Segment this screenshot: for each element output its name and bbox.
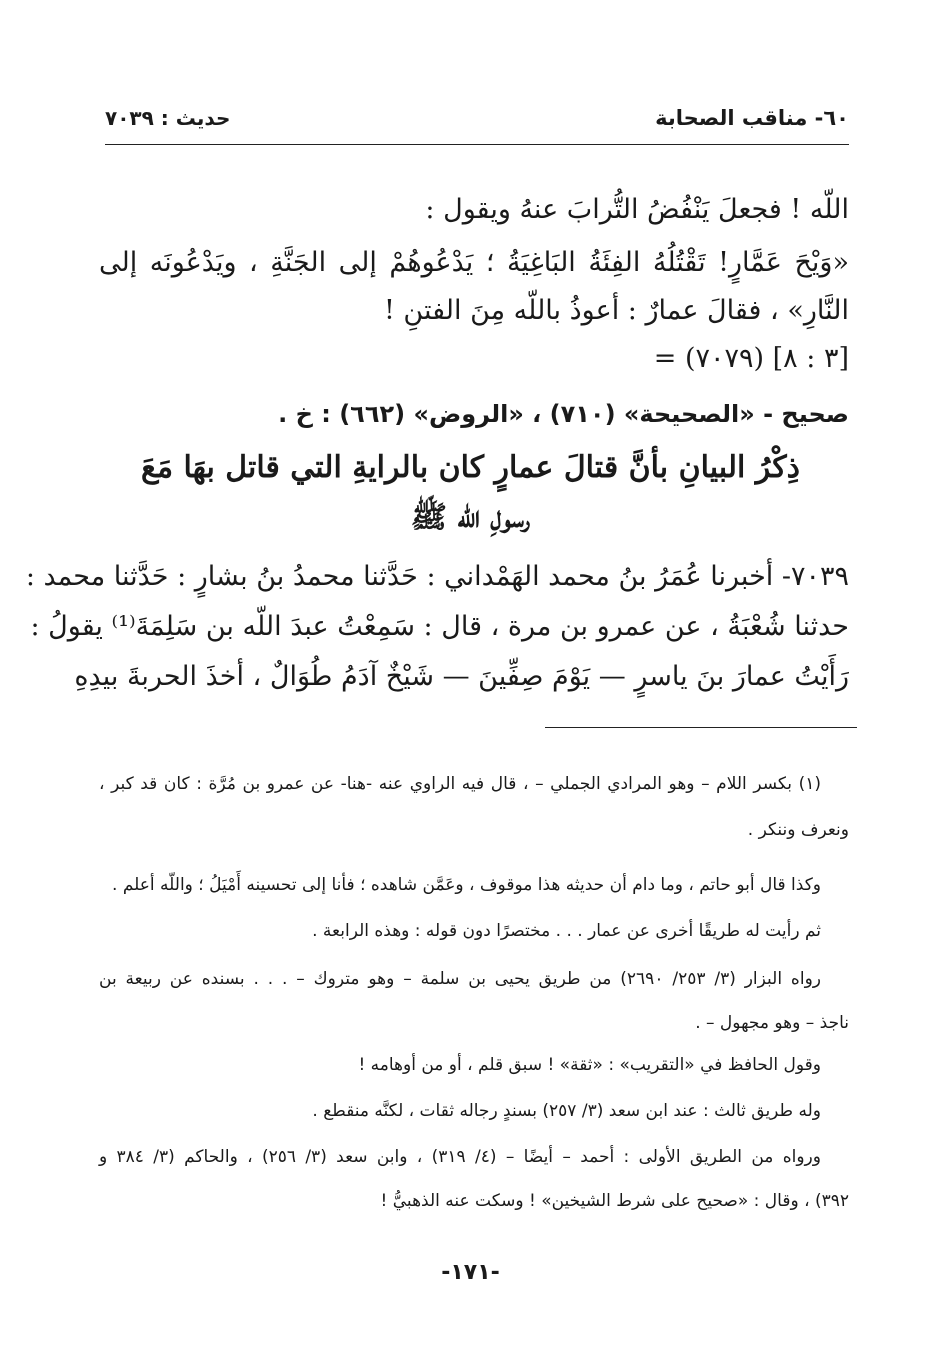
footnote-line: ونعرف وننكر . <box>747 820 849 840</box>
header-divider <box>105 144 849 145</box>
hadith-reference: حديث : ٧٠٣٩ <box>105 106 231 130</box>
section-title-line-2: رسولِ اللّه ﷺ <box>410 500 531 535</box>
body-line-3: النَّارِ» ، فقالَ عمارٌ : أعوذُ باللّه مِنَ الفتنِ ! <box>383 295 849 326</box>
body-line-1: اللّه ! فجعلَ يَنْفُضُ التُّرابَ عنهُ ويقول : <box>425 194 849 225</box>
page-header <box>105 106 849 140</box>
page-number: -١٧١- <box>441 1260 500 1285</box>
footnote-line: ورواه من الطريق الأولى : أحمد – أيضًا – (٤/ ٣١٩) ، وابن سعد (٣/ ٢٥٦) ، والحاكم (٣/ ٣٨٤ و <box>99 1147 821 1167</box>
footnote-line: وله طريق ثالث : عند ابن سعد (٣/ ٢٥٧) بسندٍ رجاله ثقات ، لكنَّه منقطع . <box>312 1101 821 1121</box>
footnote-line: رواه البزار (٣/ ٢٥٣/ ٢٦٩٠) من طريق يحيى بن سلمة – وهو متروك – . . . بسنده عن ربيعة بن <box>99 969 821 989</box>
chapter-title: ٦٠- مناقب الصحابة <box>655 106 849 130</box>
footnote-line: وقول الحافظ في «التقريب» : «ثقة» ! سبق قلم ، أو من أوهامه ! <box>358 1055 821 1075</box>
footnote-line: ٣٩٢) ، وقال : «صحيح على شرط الشيخين» ! وسكت عنه الذهبيُّ ! <box>380 1191 849 1211</box>
footnote-line: (١) بكسر اللام – وهو المرادي الجملي – ، قال فيه الراوي عنه -هنا- عن عمرو بن مُرَّة : كان قد كبر ، <box>99 774 821 794</box>
grading-line: صحيح - «الصحيحة» (٧١٠) ، «الروض» (٦٦٢) : خ . <box>278 400 849 428</box>
footnote-divider <box>545 727 857 728</box>
hadith-line-3: رَأَيْتُ عمارَ بنَ ياسرٍ — يَوْمَ صِفِّينَ — شَيْخٌ آدَمُ طُوَالٌ ، أخذَ الحربةَ بيدِهِ <box>74 661 849 692</box>
footnote-line: وكذا قال أبو حاتم ، وما دام أن حديثه هذا موقوف ، وعَمَّن شاهده ؛ فأنا إلى تحسينه أَمْيَلُ ؛ واللّه أعلم . <box>112 875 821 895</box>
hadith-line-1: ٧٠٣٩- أخبرنا عُمَرُ بنُ محمد الهَمْداني : حَدَّثنا محمدُ بنُ بشارٍ : حَدَّثنا محمد : <box>25 561 849 592</box>
footnote-line: ثم رأيت له طريقًا أخرى عن عمار . . . مختصرًا دون قوله : وهذه الرابعة . <box>312 921 821 941</box>
cross-reference <box>99 339 849 379</box>
hadith-line-2: حدثنا شُعْبَةُ ، عن عمرو بن مرة ، قال : سَمِعْتُ عبدَ اللّه بن سَلِمَةَ⁽¹⁾ يقولُ : <box>30 611 849 642</box>
footnote-line: ناجذ – وهو مجهول – . <box>695 1013 849 1033</box>
section-title-line-1: ذِكْرُ البيانِ بأنَّ قتالَ عمارٍ كان بالرايةِ التي قاتل بهَا مَعَ <box>141 450 800 485</box>
cross-reference-text: = (٧٠٧٩) [٣ : ٨] <box>653 343 849 374</box>
body-line-2: «وَيْحَ عَمَّارٍ! تَقْتُلُهُ الفِئَةُ البَاغِيَةُ ؛ يَدْعُوهُمْ إلى الجَنَّةِ ، ويَدْعُونَه إلى <box>99 247 849 278</box>
